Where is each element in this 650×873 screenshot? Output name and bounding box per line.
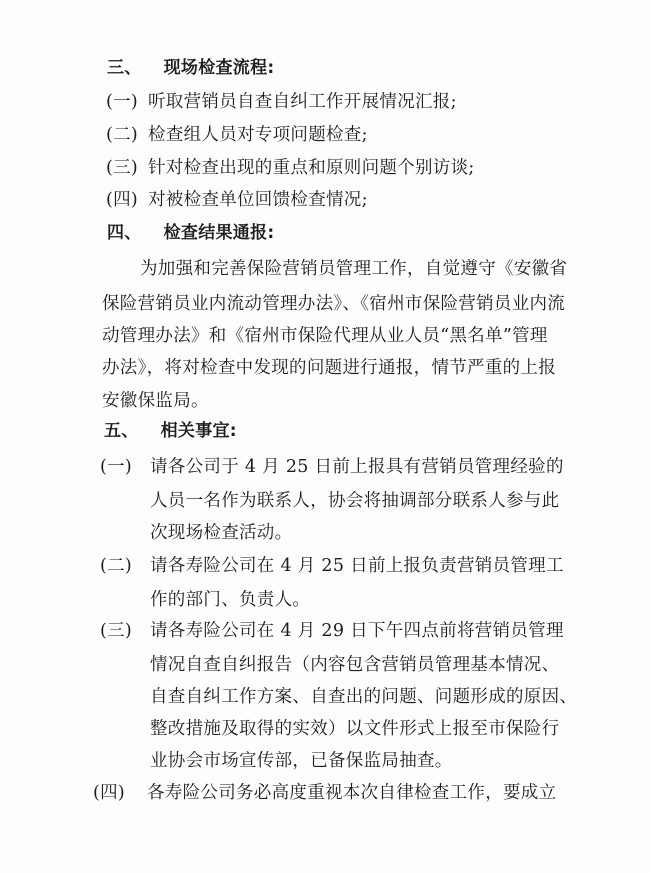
section-5-title: 相关事宜: <box>160 421 237 441</box>
section-3-title: 现场检查流程: <box>163 58 275 78</box>
section-4-number: 四、 <box>107 223 142 243</box>
s5-item-3-line-3: 自查自纠工作方案、自查出的问题、问题形成的原因、 <box>150 687 578 707</box>
s5-item-1-line-1: 请各公司于 4 月 25 日前上报具有营销员管理经验的 <box>150 457 564 477</box>
s3-item-4-number: (四) <box>106 190 139 210</box>
s5-item-1-line-3: 次现场检查活动。 <box>150 523 293 543</box>
s5-item-1-number: (一) <box>100 457 133 477</box>
s5-item-2-line-2: 作的部门、负责人。 <box>150 590 311 610</box>
s3-item-4-text: 对被检查单位回馈检查情况; <box>148 190 368 210</box>
section-5-heading <box>104 420 237 442</box>
s5-item-2-number: (二) <box>100 556 133 576</box>
s4-para-line-5: 安徽保监局。 <box>102 391 209 411</box>
section-4-title: 检查结果通报: <box>163 223 275 243</box>
section-3-number: 三、 <box>107 58 142 78</box>
section-3-heading <box>107 57 275 79</box>
s3-item-1-text: 听取营销员自查自纠工作开展情况汇报; <box>148 92 457 112</box>
s5-item-3-line-2: 情况自查自纠报告（内容包含营销员管理基本情况、 <box>150 655 560 675</box>
s3-item-2 <box>106 124 368 146</box>
s3-item-4 <box>106 189 368 211</box>
s3-item-3-text: 针对检查出现的重点和原则问题个别访谈; <box>148 158 475 178</box>
s3-item-1 <box>106 91 457 113</box>
s3-item-3-number: (三) <box>106 158 139 178</box>
s3-item-2-text: 检查组人员对专项问题检查; <box>148 125 368 145</box>
s5-item-2-line-1: 请各寿险公司在 4 月 25 日前上报负责营销员管理工 <box>150 556 564 576</box>
s5-item-4-number: (四) <box>93 783 126 803</box>
s5-item-3-line-5: 业协会市场宣传部，已备保监局抽查。 <box>150 751 453 771</box>
s4-para-line-1: 为加强和完善保险营销员管理工作，自觉遵守《安徽省 <box>140 259 568 279</box>
s4-para-line-3: 动管理办法》和《宿州市保险代理从业人员“黑名单”管理 <box>102 326 548 346</box>
s5-item-3-line-1: 请各寿险公司在 4 月 29 日下午四点前将营销员管理 <box>150 621 564 641</box>
s5-item-1-line-2: 人员一名作为联系人，协会将抽调部分联系人参与此 <box>150 491 560 511</box>
section-5-number: 五、 <box>104 421 139 441</box>
s5-item-3-number: (三) <box>100 621 133 641</box>
s3-item-2-number: (二) <box>106 125 139 145</box>
s4-para-line-2: 保险营销员业内流动管理办法》、《宿州市保险营销员业内流 <box>102 294 566 314</box>
s3-item-3 <box>106 157 475 179</box>
s5-item-3-line-4: 整改措施及取得的实效）以文件形式上报至市保险行 <box>150 719 560 739</box>
section-4-heading <box>107 222 275 244</box>
s5-item-4-line-1: 各寿险公司务必高度重视本次自律检查工作，要成立 <box>147 783 557 803</box>
s3-item-1-number: (一) <box>106 92 139 112</box>
s4-para-line-4: 办法》，将对检查中发现的问题进行通报，情节严重的上报 <box>102 358 557 378</box>
